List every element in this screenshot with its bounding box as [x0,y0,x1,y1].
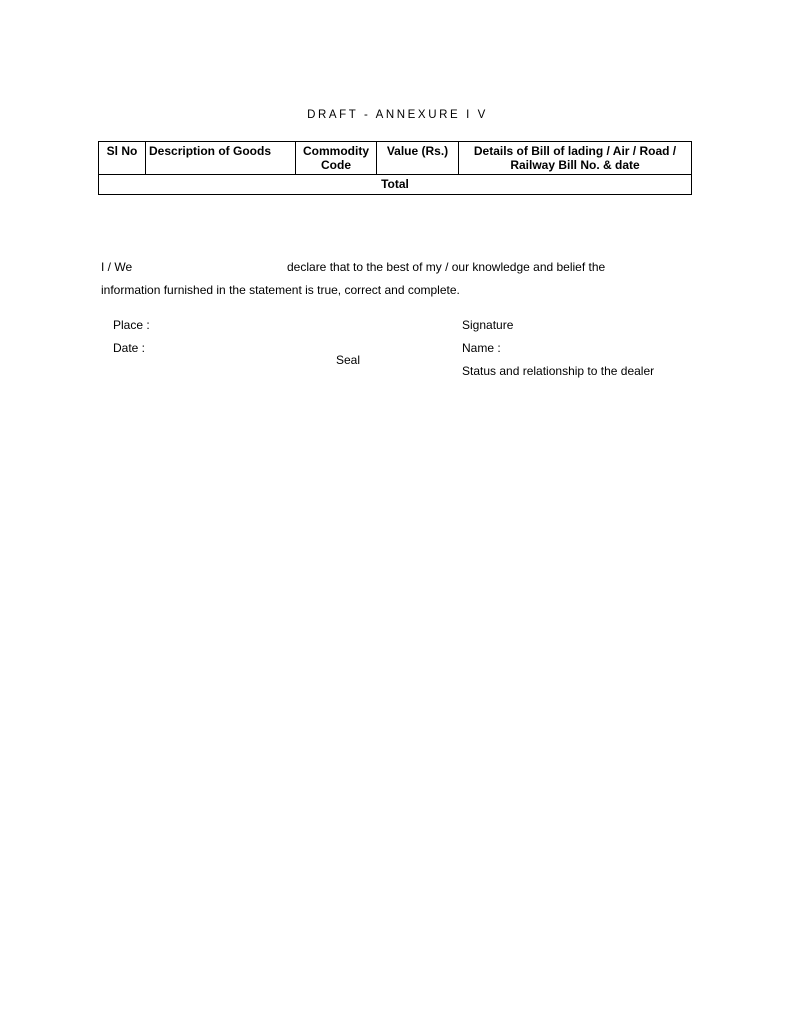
header-description-of-goods: Description of Goods [146,142,296,175]
date-label: Date : [113,341,146,355]
header-sl-no: Sl No [99,142,146,175]
document-title: DRAFT - ANNEXURE I V [307,109,488,121]
header-bill-details: Details of Bill of lading / Air / Road / Railway Bill No. & date [459,142,692,175]
declaration-prefix: I / We [101,260,133,274]
place-label: Place : [113,318,150,332]
name-label: Name : [462,341,501,355]
declaration-line-1: declare that to the best of my / our knowledge and belief the [287,260,606,274]
total-label: Total [99,175,692,195]
declaration-line-2: information furnished in the statement is true, correct and complete. [101,283,460,297]
table-header-row [99,142,692,175]
header-value: Value (Rs.) [377,142,459,175]
status-label: Status and relationship to the dealer [462,364,655,378]
seal-label: Seal [336,353,361,367]
goods-table [98,141,692,195]
signature-label: Signature [462,318,514,332]
table-total-row [99,175,692,195]
header-commodity-code: Commodity Code [296,142,377,175]
